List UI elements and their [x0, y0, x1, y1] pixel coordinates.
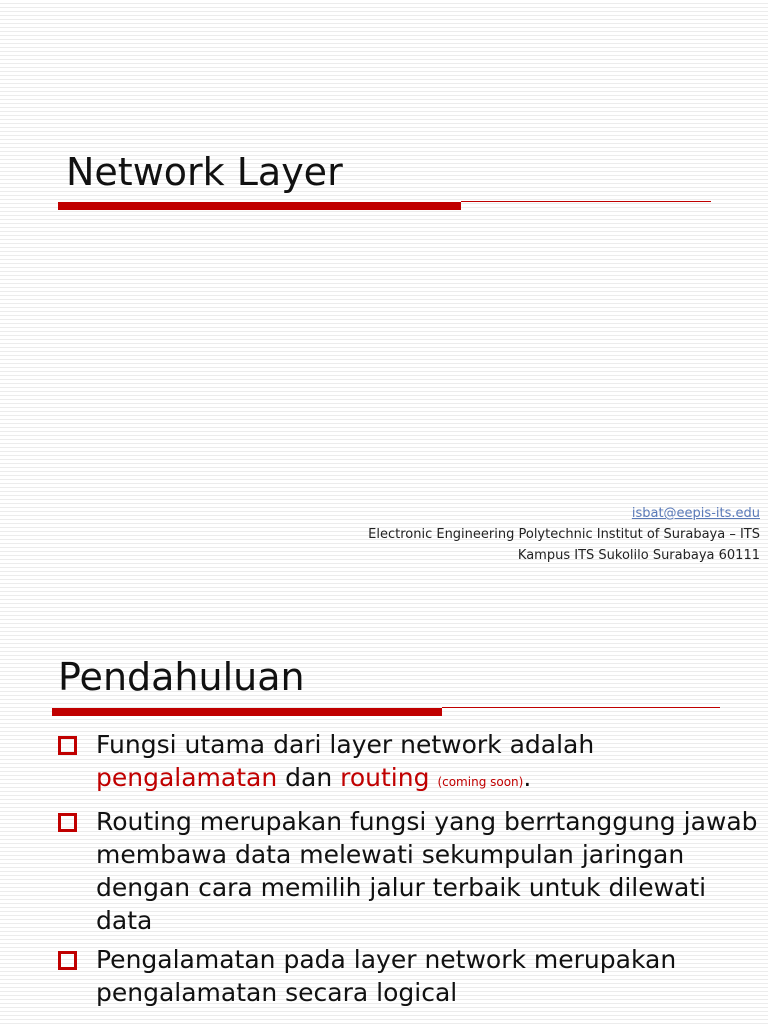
term-pengalamatan: pengalamatan [96, 763, 278, 792]
bullet-end-period: . [523, 763, 532, 792]
section-underline-thin [442, 707, 720, 708]
hollow-square-bullet-icon [58, 951, 77, 970]
bullet-text: Pengalamatan pada layer network merupakan pengalamatan secara logical [96, 945, 677, 1007]
title-underline-thick [58, 202, 461, 210]
author-institution: Electronic Engineering Polytechnic Institut of Surabaya – ITS [368, 527, 760, 542]
bullet-item [58, 943, 758, 1009]
bullet-list [58, 728, 758, 1015]
author-info [368, 503, 760, 566]
bullet-item [58, 728, 758, 799]
author-email-link[interactable]: isbat@eepis-its.edu [631, 506, 760, 521]
bullet-text: Routing merupakan fungsi yang berrtanggung jawab membawa data melewati sekumpulan jaringan dengan cara memilih jalur terbaik untuk dilewati data [96, 807, 758, 935]
hollow-square-bullet-icon [58, 736, 77, 755]
bullet-item [58, 805, 758, 937]
term-routing: routing [340, 763, 430, 792]
coming-soon-note: (coming soon) [437, 775, 524, 789]
section-title: Pendahuluan [58, 655, 305, 699]
section-underline-thick [52, 708, 442, 716]
title-underline-thin [461, 201, 711, 202]
bullet-text: dan [277, 763, 341, 792]
bullet-text: Fungsi utama dari layer network adalah [96, 730, 595, 759]
author-address: Kampus ITS Sukolilo Surabaya 60111 [517, 548, 760, 563]
slide-title: Network Layer [66, 150, 343, 194]
hollow-square-bullet-icon [58, 813, 77, 832]
